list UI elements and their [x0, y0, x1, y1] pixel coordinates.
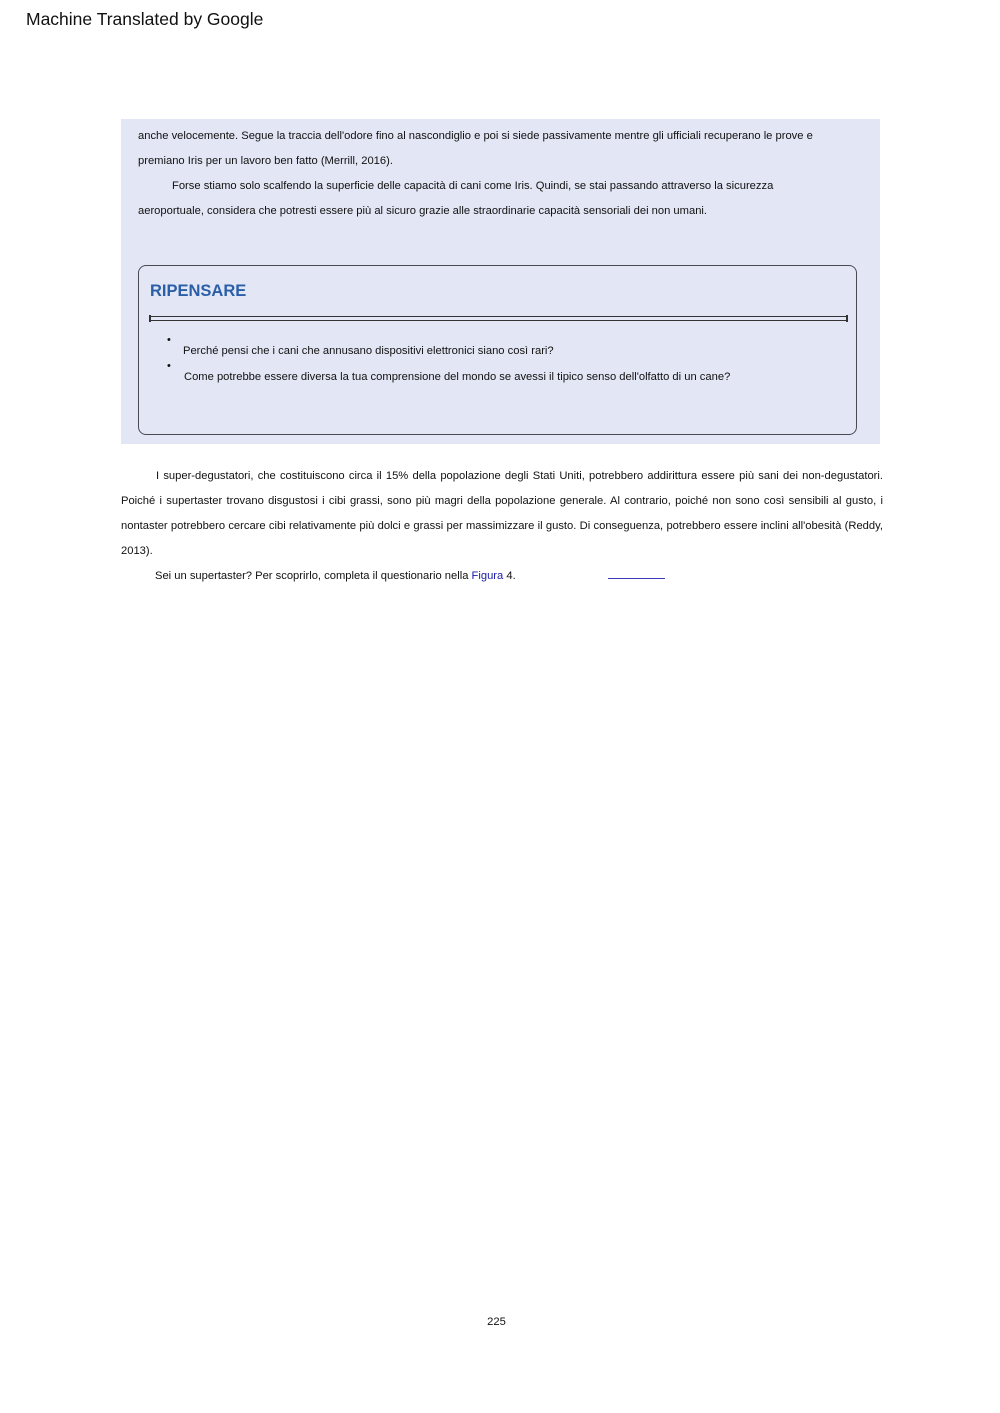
- feature-paragraph-2: [138, 174, 838, 224]
- body-paragraph-2-suffix: 4.: [503, 570, 516, 582]
- feature-paragraph-2-text: Forse stiamo solo scalfendo la superficie delle capacità di cani come Iris. Quindi, se stai passando attraverso la sicurezza aeroportuale, considera che potresti essere più al sicuro grazie alle straordinarie capacità sensoriali dei non umani.: [138, 180, 774, 217]
- feature-paragraph-1: anche velocemente. Segue la traccia dell'odore fino al nascondiglio e poi si siede passivamente mentre gli ufficiali recuperano le prove e premiano Iris per un lavoro ben fatto (Merrill, 2016).: [138, 130, 813, 167]
- rethink-question-2: Come potrebbe essere diversa la tua comprensione del mondo se avessi il tipico senso dell'olfatto di un cane?: [184, 371, 731, 383]
- empty-link-underline[interactable]: [608, 578, 665, 579]
- body-paragraph-1-text: I super-degustatori, che costituiscono circa il 15% della popolazione degli Stati Uniti, potrebbero addirittura essere più sani dei non-degustatori. Poiché i supertaster trovano disgustosi i cibi grassi, sono più magri della popolazione generale. Al contrario, poiché non sono così sensibili al gusto, i nontaster potrebbero cercare cibi relativamente più dolci e grassi per massimizzare il gusto. Di conseguenza, potrebbero essere inclini all'obesità (Reddy, 2013).: [121, 470, 883, 557]
- page-number: 225: [487, 1316, 506, 1328]
- rethink-title: RIPENSARE: [150, 282, 247, 300]
- rethink-question-1: Perché pensi che i cani che annusano dispositivi elettronici siano così rari?: [183, 345, 554, 357]
- bullet-icon: •: [167, 334, 171, 346]
- rethink-divider: [149, 316, 848, 321]
- body-paragraph-2: [155, 564, 516, 589]
- figure-link[interactable]: Figura: [471, 570, 504, 582]
- rethink-box: [138, 265, 857, 435]
- body-paragraph-1: [121, 464, 883, 564]
- bullet-icon: •: [167, 360, 171, 372]
- machine-translated-banner: Machine Translated by Google: [26, 9, 264, 29]
- body-paragraph-2-prefix: Sei un supertaster? Per scoprirlo, completa il questionario nella: [155, 570, 472, 582]
